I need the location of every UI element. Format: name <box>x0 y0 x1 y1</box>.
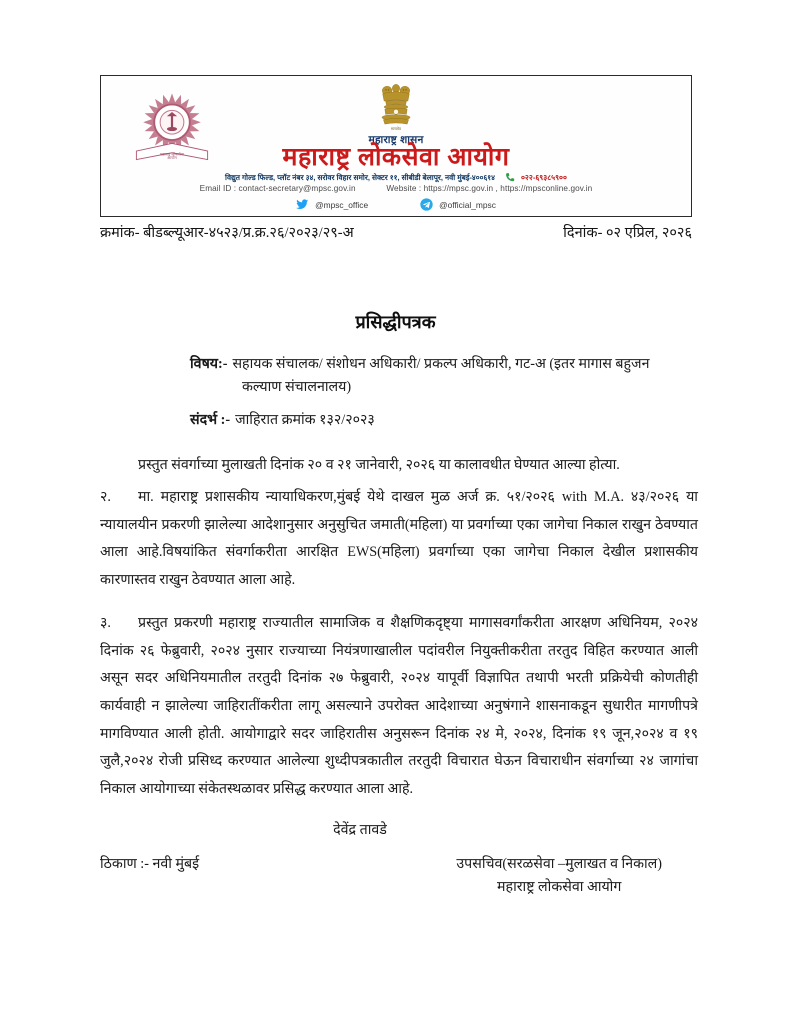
reference-text: जाहिरात क्रमांक १३२/२०२३ <box>235 412 375 428</box>
paragraph-1 <box>100 452 698 480</box>
phone-number: ०२२-६९३८५९०० <box>520 172 567 182</box>
website-label: Website : https://mpsc.gov.in , https://mpsconline.gov.in <box>386 184 593 193</box>
organisation-label: महाराष्ट्र लोकसेवा आयोग <box>497 878 622 895</box>
telegram-handle-item[interactable] <box>420 198 496 211</box>
phone-icon <box>505 172 516 183</box>
place-label: ठिकाण :- नवी मुंबई <box>100 856 200 872</box>
svg-text:महाराष्ट्र लोकसेवा: महाराष्ट्र लोकसेवा <box>160 151 184 157</box>
organisation-title: महाराष्ट्र लोकसेवा आयोग <box>282 143 510 171</box>
telegram-handle-label: @official_mpsc <box>439 199 496 210</box>
signature-block <box>100 820 698 839</box>
paragraph-2-text: मा. महाराष्ट्र प्रशासकीय न्यायाधिकरण,मुंबई येथे दाखल मुळ अर्ज क्र. ५१/२०२६ with M.A. ४३/२०२६ या न्यायालयीन प्रकरणी झालेल्या आदेशानुसार अनुसुचित जमाती(महिला) या प्रवर्गाच्या एका जागेचा निकाल राखुन ठेवण्यात आला आहे.विषयांकित संवर्गाकरीता आरक्षित EWS(महिला) प्रवर्गाच्या एका जागेचा निकाल देखील प्रशासकीय कारणास्तव राखुन ठेवण्यात आला आहे. <box>100 489 698 589</box>
subject-line <box>190 353 698 376</box>
phone-block <box>505 172 567 183</box>
subject-text-continued: कल्याण संचालनालय) <box>242 379 352 395</box>
paragraph-3-number: ३. <box>100 615 111 631</box>
reference-label: संदर्भ :- <box>190 412 231 428</box>
paragraph-1-text: प्रस्तुत संवर्गाच्या मुलाखती दिनांक २० व २१ जानेवारी, २०२६ या कालावधीत घेण्यात आल्या होत्या. <box>138 457 620 473</box>
social-row <box>101 198 691 211</box>
email-label: Email ID : contact-secretary@mpsc.gov.in <box>199 184 356 193</box>
svg-text:आयोग: आयोग <box>167 155 177 161</box>
contact-row <box>101 184 691 193</box>
paragraph-2 <box>100 484 698 595</box>
svg-text:सत्यमेव: सत्यमेव <box>391 127 401 132</box>
twitter-icon <box>296 198 309 211</box>
address-row <box>101 172 691 183</box>
document-date: दिनांक- ०२ एप्रिल, २०२६ <box>563 225 692 241</box>
subject-label: विषय:- <box>190 356 228 372</box>
designation-block <box>456 853 662 898</box>
paragraph-3-text: प्रस्तुत प्रकरणी महाराष्ट्र राज्यातील सामाजिक व शैक्षणिकदृष्ट्या मागासवर्गांकरीता आरक्षण अधिनियम, २०२४ दिनांक २६ फेब्रुवारी, २०२४ नुसार राज्याच्या नियंत्रणाखालील पदांवरील नियुक्तीकरीता तरतुद विहित करण्यात आली असून सदर अधिनियमातील तरतुदी दिनांक २७ फेब्रुवारी, २०२४ यापूर्वी विज्ञापित तथापी भरती प्रक्रियेची कोणतीही कार्यवाही न झालेल्या जाहिरातींकरीता लागू असल्याने उपरोक्त आदेशाच्या अनुषंगाने शासनाकडून सुधारीत मागणीपत्रे मागविण्यात आली होती. आयोगाद्वारे सदर जाहिरातीस अनुसरून दिनांक २४ मे, २०२४, दिनांक १९ जून,२०२४ व १९ जुलै,२०२४ रोजी प्रसिध्द करण्यात आलेल्या शुध्दीपत्रकातील तरतुदी विचारात घेऊन विचाराधीन संवर्गाच्या २४ जागांचा निकाल आयोगाच्या संकेतस्थळावर प्रसिद्ध करण्यात आला आहे. <box>100 615 698 798</box>
reference-number: क्रमांक- बीडब्ल्यूआर-४५२३/प्र.क्र.२६/२०२३/२९-अ <box>100 225 354 241</box>
footer-block <box>100 853 698 898</box>
designation-label: उपसचिव(सरळसेवा –मुलाखत व निकाल) <box>456 856 662 872</box>
signatory-name: देवेंद्र तावडे <box>333 822 387 838</box>
reference-line <box>190 409 698 432</box>
twitter-handle-item[interactable] <box>296 198 368 211</box>
ashoka-lion-capital-emblem <box>373 81 419 133</box>
paragraph-2-number: २. <box>100 489 111 505</box>
government-line: महाराष्ट्र शासन <box>368 134 424 146</box>
subject-reference-block <box>190 353 698 432</box>
letterhead-box <box>100 75 692 217</box>
paragraph-3 <box>100 610 698 804</box>
office-address: विद्युत गोल्ड फिल्ड, प्लॉट नंबर ३४, सरोवर विहार समोर, सेक्टर ११, सीबीडी बेलापूर, नवी मुंबई-४००६१४ <box>225 172 495 182</box>
reference-date-row <box>100 222 692 242</box>
twitter-handle-label: @mpsc_office <box>315 199 369 210</box>
document-title: प्रसिद्धीपत्रक <box>355 312 436 332</box>
telegram-icon <box>420 198 433 211</box>
subject-text: सहायक संचालक/ संशोधन अधिकारी/ प्रकल्प अधिकारी, गट-अ (इतर मागास बहुजन <box>232 356 650 372</box>
